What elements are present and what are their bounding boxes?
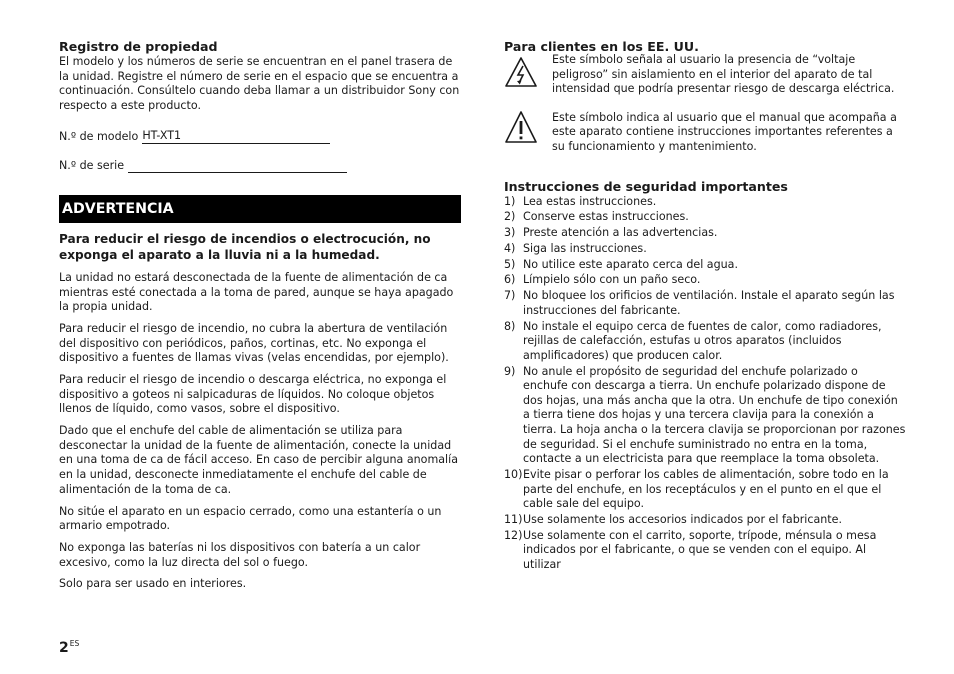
lightning-triangle-icon xyxy=(504,56,538,92)
symbol-exclamation-row xyxy=(504,111,906,155)
warning-paragraph: Para reducir el riesgo de incendio, no cubra la abertura de ventilación del dispositivo con periódicos, paños, cortinas, etc. No exponga el dispositivo a fuentes de llamas vivas (velas encendidas, por ejemplo). xyxy=(59,322,449,365)
list-item: 7) No bloquee los orificios de ventilación. Instale el aparato según las instrucciones del fabricante. xyxy=(504,289,895,317)
page-number: $2^{ES}$ xyxy=(59,639,80,656)
registro-title: Registro de propiedad xyxy=(59,39,218,54)
registro-text: El modelo y los números de serie se encuentran en el panel trasera de la unidad. Registre el número de serie en el espacio que se encuentra a continuación. Consúltelo cuando deba llamar a un distribuidor Sony con respecto a este producto. xyxy=(59,55,460,112)
safety-instructions-list xyxy=(504,195,906,573)
warning-heading: Para reducir el riesgo de incendios o electrocución, no exponga el aparato a la lluvia ni a la humedad. xyxy=(59,232,431,262)
serial-field xyxy=(59,158,347,173)
list-item: 12) Use solamente con el carrito, soporte, trípode, ménsula o mesa indicados por el fabricante, o que se venden con el equipo. Al utilizar xyxy=(504,528,877,571)
left-column xyxy=(59,38,461,608)
warning-paragraph: No sitúe el aparato en un espacio cerrado, como una estantería o un armario empotrado. xyxy=(59,504,442,533)
instrucciones-title: Instrucciones de seguridad importantes xyxy=(504,178,788,194)
advertencia-banner: ADVERTENCIA xyxy=(59,195,461,223)
list-item: 11) Use solamente los accesorios indicados por el fabricante. xyxy=(504,512,843,526)
serial-blank-line xyxy=(128,158,347,173)
list-item: 10) Evite pisar o perforar los cables de alimentación, sobre todo en la parte del enchufe, en los receptáculos y en el punto en el que el cable sale del equipo. xyxy=(504,467,889,511)
list-item: 8) No instale el equipo cerca de fuentes de calor, como radiadores, rejillas de calefacción, estufas u otros aparatos (incluidos amplificadores) que producen calor. xyxy=(504,319,882,362)
symbol-lightning-row xyxy=(504,53,906,97)
list-item: 6) Límpielo sólo con un paño seco. xyxy=(504,273,701,287)
right-column xyxy=(504,38,906,574)
symbol1-text: Este símbolo señala al usuario la presencia de “voltaje peligroso” sin aislamiento en el interior del aparato de tal intensidad que podría presentar riesgo de descarga eléctrica. xyxy=(552,53,895,96)
list-item: 9) No anule el propósito de seguridad del enchufe polarizado o enchufe con descarga a tierra. Un enchufe polarizado dispone de dos hojas, una más ancha que la otra. Un enchufe de tipo conexión a tierra tiene dos hojas y una tercera clavija para la conexión a tierra. La hoja ancha o la tercera clavija se proporcionan por razones de seguridad. Si el enchufe suministrado no entra en la toma, contacte a un electricista para que reemplace la toma obsoleta. xyxy=(504,364,906,466)
warning-paragraph: No exponga las baterías ni los dispositivos con batería a un calor excesivo, como la luz directa del sol o fuego. xyxy=(59,540,421,569)
exclamation-triangle-icon xyxy=(504,110,538,148)
serial-label: N.º de serie xyxy=(59,159,125,172)
warning-paragraph: La unidad no estará desconectada de la fuente de alimentación de ca mientras esté conectada a la toma de pared, aunque se haya apagado la propia unidad. xyxy=(59,271,454,314)
model-label: N.º de modelo xyxy=(59,130,139,143)
warning-paragraph: Para reducir el riesgo de incendio o descarga eléctrica, no exponga el dispositivo a goteos ni salpicaduras de líquidos. No coloque objetos llenos de líquido, como vasos, sobre el dispositivo. xyxy=(59,373,447,416)
warning-paragraph: Solo para ser usado en interiores. xyxy=(59,577,247,591)
model-field xyxy=(59,129,330,144)
symbol2-text: Este símbolo indica al usuario que el manual que acompaña a este aparato contiene instrucciones importantes referentes a su funcionamiento y mantenimiento. xyxy=(552,110,897,153)
list-item: 2) Conserve estas instrucciones. xyxy=(504,210,689,224)
list-item: 4) Siga las instrucciones. xyxy=(504,241,647,255)
list-item: 1) Lea estas instrucciones. xyxy=(504,194,657,208)
model-value: HT-XT1 xyxy=(142,129,330,144)
warning-paragraph: Dado que el enchufe del cable de alimentación se utiliza para desconectar la unidad de la fuente de alimentación, conecte la unidad en una toma de ca de fácil acceso. En caso de percibir alguna anomalía en la unidad, desconecte inmediatamente el enchufe del cable de alimentación de la toma de ca. xyxy=(59,424,459,496)
warning-paragraphs xyxy=(59,271,461,599)
list-item: 3) Preste atención a las advertencias. xyxy=(504,226,718,240)
clientes-title: Para clientes en los EE. UU. xyxy=(504,39,699,54)
list-item: 5) No utilice este aparato cerca del agua. xyxy=(504,257,738,271)
page-language: ES xyxy=(69,639,80,648)
